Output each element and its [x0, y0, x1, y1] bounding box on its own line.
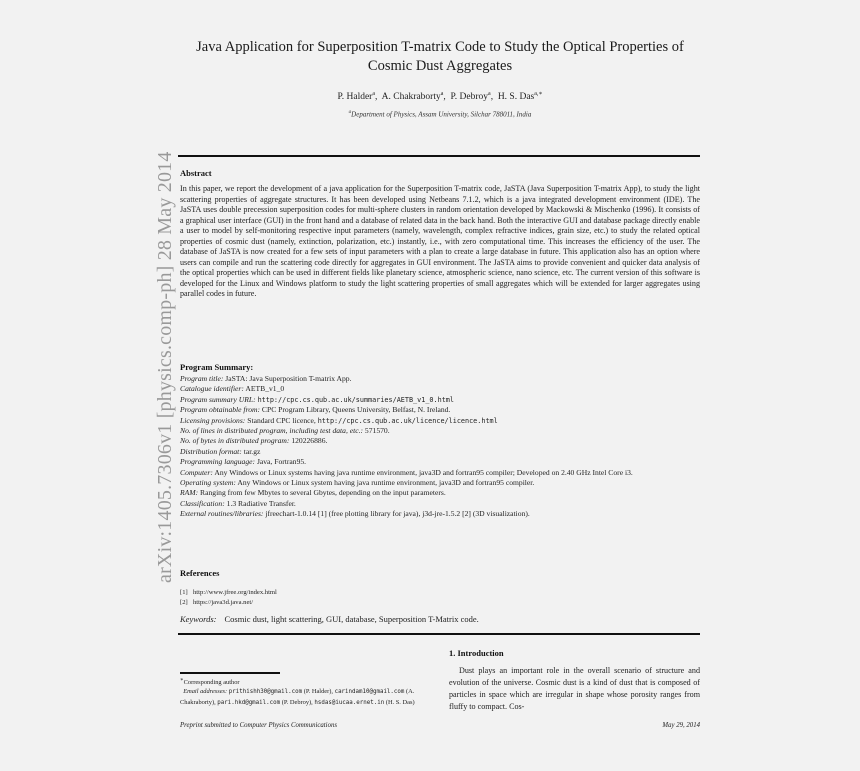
program-summary [180, 374, 700, 520]
affiliation: $^a$Department of Physics, Assam University, Silchar 788011, India [348, 110, 532, 119]
author: H. S. Das$^{a,∗}$ [497, 91, 543, 103]
abstract-top-rule [178, 155, 700, 157]
reference-item: [2] https://java3d.java.net/ [180, 599, 254, 606]
summary-row-libraries: External routines/libraries: jfreechart-1.0.14 [1] (free plotting library for java), j3d-jre-1.5.2 [2] (3D visualization). [180, 509, 530, 519]
title-line-2: Cosmic Dust Aggregates [367, 58, 513, 74]
summary-row-licensing: Licensing provisions: Standard CPC licence, http://cpc.cs.qub.ac.uk/licence/licence.html [180, 415, 498, 425]
author: A. Chakraborty$^a$ [381, 91, 444, 103]
footnote-rule [180, 672, 280, 674]
summary-row-lines: No. of lines in distributed program, including test data, etc.: 571570. [180, 426, 390, 436]
summary-row-format: Distribution format: tar.gz [180, 446, 261, 456]
corresponding-author-note: ∗Corresponding author [180, 677, 240, 687]
summary-row-ram: RAM: Ranging from few Mbytes to several Gbytes, depending on the input parameters. [180, 488, 446, 498]
summary-row-title: Program title: JaSTA: Java Superposition T-matrix App. [180, 374, 352, 383]
paper-title [180, 38, 700, 76]
reference-list [180, 588, 277, 608]
arxiv-sidebar-label: arXiv:1405.7306v1 [physics.comp-ph] 28 May 2014 [154, 151, 176, 583]
abstract-text: In this paper, we report the development of a java application for the Superposition T-matrix code, JaSTA (Java Superposition T-matrix App), to study the light scattering properties of aggregate structures. It has been developed using Netbeans 7.1.2, which is a java integrated development environment (IDE). The JaSTA uses double precession superposition codes for multi-sphere clusters in random orientation developed by Mackowski & Mischenko (1996). It consists of a graphical user interface (GUI) in the front hand and a database of related data in the back hand. Both the interactive GUI and database package directly enable a user to model by self-monitoring respective input parameters (namely, wavelength, complex refractive indices, grain size, etc.) to study the related optical properties of cosmic dust (namely, extinction, polarization, etc.) instantly, i.e., with zero computational time. This increases the efficiency of the user. The database of JaSTA is now created for a few sets of input parameters with a plan to create a large database in future. This application also has an option where users can compile and run the scattering code directly for aggregates in GUI environment. The JaSTA aims to provide convenient and quicker data analysis of the optical properties which can be used in different fields like planetary science, atmospheric science, nano science, etc. The current version of this software is developed for the Linux and Windows platform to study the light scattering properties of small aggregates which will be extended for larger aggregates using parallel codes in future. [180, 184, 700, 298]
author: P. Halder$^a$ [337, 91, 376, 103]
footnote [180, 676, 420, 708]
author: P. Debroy$^a$ [450, 91, 491, 103]
introduction-heading: 1. Introduction [449, 648, 504, 658]
preprint-footer: Preprint submitted to Computer Physics Communications [180, 722, 338, 729]
summary-row-computer: Computer: Any Windows or Linux systems having java runtime environment, java3D and fortran95 compiler; Developed on 2.40 GHz Intel Core i3. [180, 467, 633, 477]
summary-row-os: Operating system: Any Windows or Linux system having java runtime environment, java3D and fortran95 compiler. [180, 478, 535, 488]
keywords-label: Keywords: [180, 614, 217, 624]
summary-row-obtainable: Program obtainable from: CPC Program Library, Queens University, Belfast, N. Ireland. [180, 405, 451, 415]
summary-row-catalogue: Catalogue identifier: AETB_v1_0 [180, 384, 285, 394]
keywords-text: Cosmic dust, light scattering, GUI, database, Superposition T-Matrix code. [224, 614, 479, 624]
references-heading: References [180, 568, 220, 578]
summary-row-classification: Classification: 1.3 Radiative Transfer. [180, 498, 296, 508]
summary-row-bytes: No. of bytes in distributed program: 120226886. [180, 436, 328, 446]
author-list: P. Halder$^a$, A. Chakraborty$^a$, P. Debroy$^a$, H. S. Das$^{a,∗}$ [337, 91, 543, 103]
reference-item: [1] http://www.jfree.org/index.html [180, 589, 277, 596]
title-line-1: Java Application for Superposition T-matrix Code to Study the Optical Properties of [196, 39, 684, 55]
summary-row-language: Programming language: Java, Fortran95. [180, 457, 307, 467]
summary-row-url: Program summary URL: http://cpc.cs.qub.ac.uk/summaries/AETB_v1_0.html [180, 394, 454, 404]
program-summary-heading: Program Summary: [180, 362, 254, 372]
email-addresses: Email addresses: prithishh30@gmail.com (P. Halder), carindam10@gmail.com (A. Chakraborty), pari.hkd@gmail.com (P. Debroy), hsdas@iucaa.ernet.in (H. S. Das) [180, 688, 415, 706]
introduction-text: Dust plays an important role in the overall scenario of structure and evolution of the universe. Cosmic dust is a kind of dust that is composed of particles in space which are irregular in shape whose porosity ranges from fluffy to compact. Cos- [449, 666, 700, 712]
date-footer: May 29, 2014 [662, 722, 700, 729]
keywords [180, 614, 479, 624]
abstract-heading: Abstract [180, 168, 212, 178]
keywords-bottom-rule [178, 633, 700, 635]
